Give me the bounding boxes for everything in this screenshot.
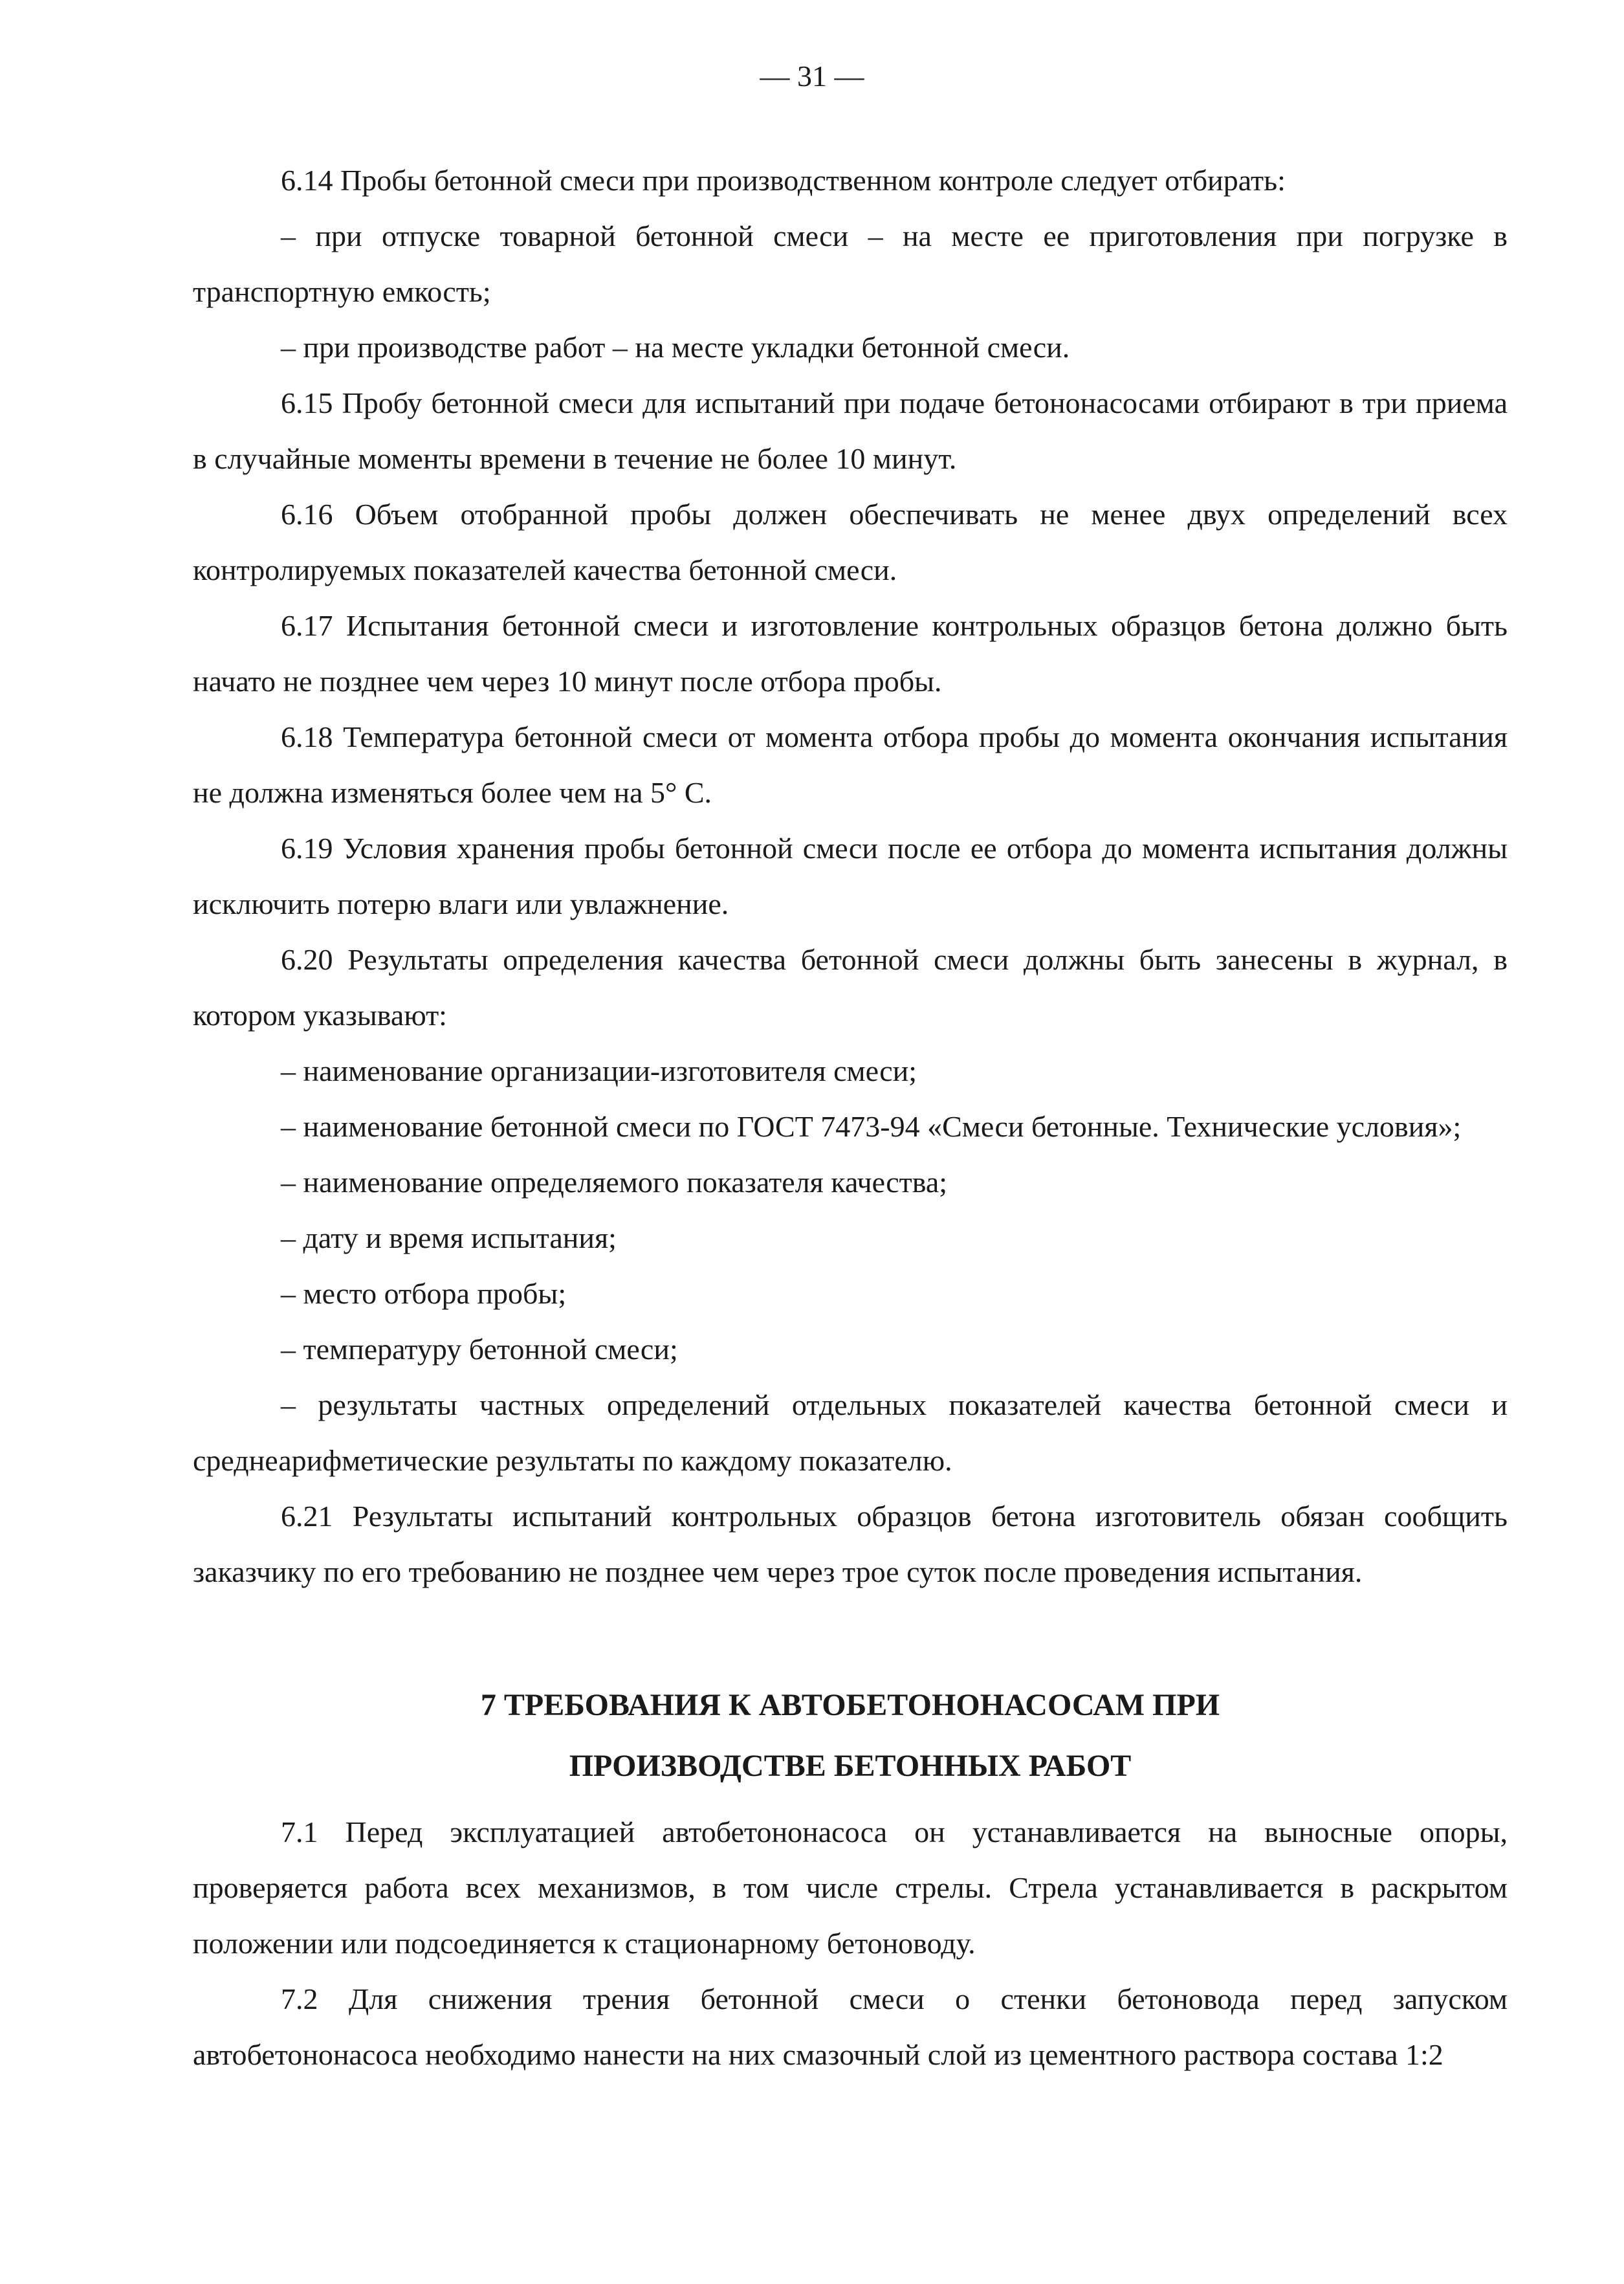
list-item: – результаты частных определений отдельных показателей качества бетонной смеси и среднеарифметические результаты по каждому показателю. bbox=[193, 1388, 1508, 1477]
page-number: — 31 — bbox=[760, 60, 864, 93]
list-item: – при отпуске товарной бетонной смеси – на месте ее приготовления при погрузке в транспортную емкость; bbox=[193, 219, 1508, 308]
paragraph-7-2: 7.2 Для снижения трения бетонной смеси о стенки бетоновода перед запуском автобетононасоса необходимо нанести на них смазочный слой из цементного раствора состава 1:2 bbox=[193, 1982, 1508, 2071]
document-body bbox=[193, 153, 1508, 2083]
list-item: – наименование бетонной смеси по ГОСТ 7473-94 «Смеси бетонные. Технические условия»; bbox=[281, 1110, 1462, 1143]
paragraph-7-1: 7.1 Перед эксплуатацией автобетононасоса он устанавливается на выносные опоры, проверяется работа всех механизмов, в том числе стрелы. Стрела устанавливается в раскрытом положении или подсоединяется к стационарному бетоноводу. bbox=[193, 1815, 1508, 1960]
section-heading-line-2: ПРОИЗВОДСТВЕ БЕТОННЫХ РАБОТ bbox=[569, 1749, 1132, 1783]
list-item: – температуру бетонной смеси; bbox=[281, 1333, 678, 1366]
paragraph-6-21: 6.21 Результаты испытаний контрольных образцов бетона изготовитель обязан сообщить заказчику по его требованию не позднее чем через трое суток после проведения испытания. bbox=[193, 1500, 1508, 1588]
paragraph-6-20: 6.20 Результаты определения качества бетонной смеси должны быть занесены в журнал, в котором указывают: bbox=[193, 943, 1508, 1032]
list-item: – дату и время испытания; bbox=[281, 1221, 617, 1254]
paragraph-6-19: 6.19 Условия хранения пробы бетонной смеси после ее отбора до момента испытания должны исключить потерю влаги или увлажнение. bbox=[193, 832, 1508, 920]
paragraph-6-14: 6.14 Пробы бетонной смеси при производственном контроле следует отбирать: bbox=[281, 164, 1286, 197]
list-item: – место отбора пробы; bbox=[281, 1277, 567, 1310]
paragraph-6-16: 6.16 Объем отобранной пробы должен обеспечивать не менее двух определений всех контролируемых показателей качества бетонной смеси. bbox=[193, 498, 1508, 586]
list-item: – при производстве работ – на месте укладки бетонной смеси. bbox=[281, 331, 1070, 364]
paragraph-6-15: 6.15 Пробу бетонной смеси для испытаний при подаче бетононасосами отбирают в три приема в случайные моменты времени в течение не более 10 минут. bbox=[193, 386, 1508, 475]
section-heading bbox=[193, 1675, 1508, 1797]
section-heading-line-1: 7 ТРЕБОВАНИЯ К АВТОБЕТОНОНАСОСАМ ПРИ bbox=[480, 1688, 1220, 1722]
paragraph-6-18: 6.18 Температура бетонной смеси от момента отбора пробы до момента окончания испытания не должна изменяться более чем на 5° С. bbox=[193, 720, 1508, 809]
list-item: – наименование организации-изготовителя смеси; bbox=[281, 1054, 917, 1087]
paragraph-6-17: 6.17 Испытания бетонной смеси и изготовление контрольных образцов бетона должно быть начато не позднее чем через 10 минут после отбора пробы. bbox=[193, 609, 1508, 698]
list-item: – наименование определяемого показателя качества; bbox=[281, 1166, 948, 1199]
